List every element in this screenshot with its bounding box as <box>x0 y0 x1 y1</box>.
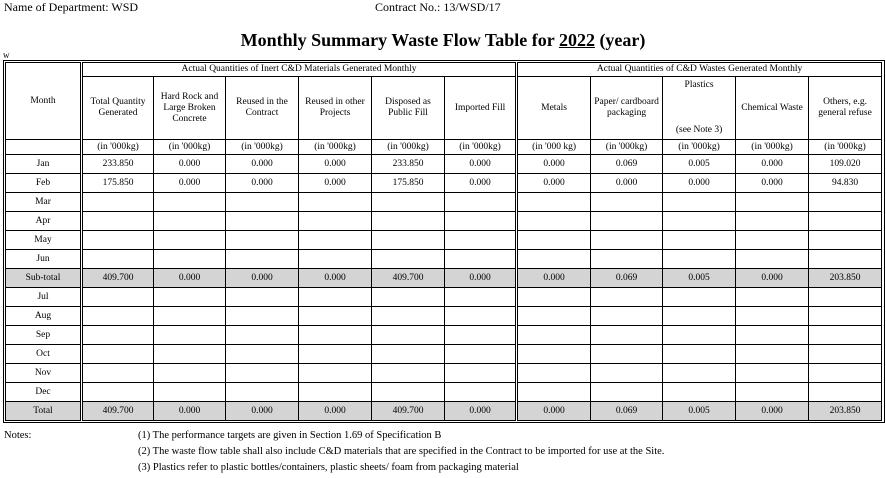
department-name: Name of Department: WSD <box>4 0 139 14</box>
value-cell: 0.000 <box>736 269 809 288</box>
month-cell: Aug <box>6 307 82 326</box>
value-cell <box>226 345 299 364</box>
column-header-2: Hard Rock and Large Broken Concrete <box>154 77 226 140</box>
value-cell <box>591 345 663 364</box>
value-cell: 0.000 <box>517 402 591 421</box>
waste-flow-table-frame <box>3 60 885 423</box>
value-cell: 233.850 <box>372 155 445 174</box>
table-row <box>6 174 882 193</box>
unit-cell: (in '000kg) <box>445 140 517 155</box>
value-cell <box>517 288 591 307</box>
table-row <box>6 307 882 326</box>
value-cell: 0.005 <box>663 155 736 174</box>
value-cell <box>154 250 226 269</box>
note-item: (1) The performance targets are given in Section 1.69 of Specification B <box>138 430 442 441</box>
value-cell <box>226 193 299 212</box>
note-item: (3) Plastics refer to plastic bottles/containers, plastic sheets/ foam from packaging material <box>138 462 519 473</box>
value-cell: 0.000 <box>445 174 517 193</box>
value-cell <box>809 307 882 326</box>
value-cell: 0.000 <box>736 174 809 193</box>
value-cell: 0.005 <box>663 402 736 421</box>
unit-cell: (in '000kg) <box>82 140 154 155</box>
value-cell <box>591 193 663 212</box>
value-cell <box>372 193 445 212</box>
value-cell <box>82 345 154 364</box>
unit-cell: (in '000kg) <box>299 140 372 155</box>
column-header-8: Paper/ cardboard packaging <box>591 77 663 140</box>
value-cell <box>445 288 517 307</box>
value-cell <box>809 231 882 250</box>
value-cell <box>299 250 372 269</box>
value-cell <box>226 288 299 307</box>
value-cell: 109.020 <box>809 155 882 174</box>
value-cell <box>154 364 226 383</box>
column-header-7: Metals <box>517 77 591 140</box>
value-cell <box>809 326 882 345</box>
value-cell <box>736 383 809 402</box>
value-cell <box>154 383 226 402</box>
value-cell: 409.700 <box>82 269 154 288</box>
value-cell: 0.000 <box>517 269 591 288</box>
value-cell: 0.000 <box>517 174 591 193</box>
value-cell <box>82 383 154 402</box>
value-cell <box>445 231 517 250</box>
value-cell <box>736 250 809 269</box>
table-row <box>6 193 882 212</box>
value-cell <box>736 326 809 345</box>
value-cell: 0.000 <box>517 155 591 174</box>
value-cell: 409.700 <box>372 269 445 288</box>
table-row <box>6 345 882 364</box>
value-cell <box>736 288 809 307</box>
value-cell: 0.000 <box>226 269 299 288</box>
unit-cell: (in '000kg) <box>809 140 882 155</box>
value-cell <box>809 345 882 364</box>
notes-label: Notes: <box>4 430 32 441</box>
value-cell: 0.000 <box>154 402 226 421</box>
value-cell <box>372 345 445 364</box>
value-cell <box>591 288 663 307</box>
value-cell <box>663 364 736 383</box>
table-row <box>6 212 882 231</box>
value-cell: 0.000 <box>445 155 517 174</box>
value-cell <box>663 212 736 231</box>
value-cell: 0.000 <box>299 155 372 174</box>
value-cell: 0.000 <box>736 402 809 421</box>
value-cell: 0.000 <box>736 155 809 174</box>
contract-number: Contract No.: 13/WSD/17 <box>375 0 501 14</box>
column-header-6: Imported Fill <box>445 77 517 140</box>
value-cell <box>517 307 591 326</box>
group-header-inert: Actual Quantities of Inert C&D Materials Generated Monthly <box>82 63 517 77</box>
unit-cell: (in '000kg) <box>591 140 663 155</box>
column-header-9 <box>663 77 736 140</box>
value-cell <box>226 212 299 231</box>
month-cell: Jul <box>6 288 82 307</box>
value-cell <box>517 326 591 345</box>
group-header-wastes: Actual Quantities of C&D Wastes Generated Monthly <box>517 63 882 77</box>
value-cell <box>445 193 517 212</box>
plastics-note-ref: (see Note 3) <box>675 125 723 135</box>
month-cell: Apr <box>6 212 82 231</box>
table-row <box>6 326 882 345</box>
value-cell <box>736 364 809 383</box>
value-cell <box>663 345 736 364</box>
value-cell <box>299 383 372 402</box>
table-row <box>6 155 882 174</box>
value-cell <box>517 193 591 212</box>
month-cell: Sub-total <box>6 269 82 288</box>
column-header-1: Total Quantity Generated <box>82 77 154 140</box>
value-cell <box>517 212 591 231</box>
value-cell <box>226 250 299 269</box>
value-cell <box>372 307 445 326</box>
month-cell: May <box>6 231 82 250</box>
note-item: (2) The waste flow table shall also include C&D materials that are specified in the Contract to be imported for use at the Site. <box>138 446 665 457</box>
value-cell <box>445 326 517 345</box>
value-cell <box>226 326 299 345</box>
value-cell <box>591 212 663 231</box>
value-cell <box>809 193 882 212</box>
month-cell: Total <box>6 402 82 421</box>
value-cell <box>663 288 736 307</box>
value-cell: 0.000 <box>299 174 372 193</box>
title-prefix: Monthly Summary Waste Flow Table for <box>240 30 559 50</box>
value-cell <box>517 383 591 402</box>
value-cell: 233.850 <box>82 155 154 174</box>
value-cell <box>82 212 154 231</box>
value-cell <box>299 307 372 326</box>
value-cell: 0.069 <box>591 269 663 288</box>
month-cell: Jun <box>6 250 82 269</box>
value-cell <box>82 250 154 269</box>
value-cell <box>663 383 736 402</box>
value-cell <box>372 326 445 345</box>
value-cell <box>82 231 154 250</box>
page-title <box>0 30 886 51</box>
value-cell: 94.830 <box>809 174 882 193</box>
table-row <box>6 364 882 383</box>
value-cell: 0.069 <box>591 402 663 421</box>
month-cell: Sep <box>6 326 82 345</box>
table-row <box>6 383 882 402</box>
value-cell <box>154 231 226 250</box>
value-cell <box>299 345 372 364</box>
value-cell: 0.000 <box>226 155 299 174</box>
column-header-5: Disposed as Public Fill <box>372 77 445 140</box>
value-cell <box>591 231 663 250</box>
waste-flow-table <box>5 62 882 421</box>
value-cell: 0.000 <box>226 174 299 193</box>
value-cell <box>591 326 663 345</box>
value-cell <box>517 345 591 364</box>
value-cell <box>154 326 226 345</box>
value-cell <box>82 307 154 326</box>
table-row <box>6 231 882 250</box>
value-cell <box>591 307 663 326</box>
value-cell: 0.000 <box>154 155 226 174</box>
column-header-10: Chemical Waste <box>736 77 809 140</box>
notes-list <box>138 430 664 478</box>
value-cell: 0.000 <box>154 174 226 193</box>
value-cell <box>736 307 809 326</box>
unit-cell: (in '000kg) <box>663 140 736 155</box>
unit-cell: (in '000kg) <box>226 140 299 155</box>
value-cell <box>809 364 882 383</box>
value-cell: 175.850 <box>82 174 154 193</box>
value-cell <box>591 250 663 269</box>
value-cell <box>226 307 299 326</box>
unit-cell: (in '000kg) <box>372 140 445 155</box>
value-cell <box>82 364 154 383</box>
column-header-4: Reused in other Projects <box>299 77 372 140</box>
month-cell: Jan <box>6 155 82 174</box>
value-cell <box>517 250 591 269</box>
value-cell <box>82 326 154 345</box>
value-cell <box>372 288 445 307</box>
value-cell <box>517 364 591 383</box>
value-cell <box>226 231 299 250</box>
value-cell <box>299 326 372 345</box>
value-cell <box>736 193 809 212</box>
value-cell <box>445 250 517 269</box>
value-cell <box>809 250 882 269</box>
unit-row-spacer <box>6 140 82 155</box>
corner-mark: w <box>3 50 10 60</box>
value-cell <box>445 364 517 383</box>
value-cell <box>154 193 226 212</box>
value-cell <box>372 212 445 231</box>
value-cell <box>299 364 372 383</box>
value-cell <box>299 231 372 250</box>
value-cell <box>154 212 226 231</box>
value-cell <box>299 212 372 231</box>
value-cell <box>445 345 517 364</box>
table-row <box>6 402 882 421</box>
value-cell <box>82 193 154 212</box>
value-cell: 0.000 <box>663 174 736 193</box>
value-cell <box>154 307 226 326</box>
value-cell <box>226 383 299 402</box>
value-cell <box>517 231 591 250</box>
title-year: 2022 <box>558 30 595 50</box>
value-cell <box>591 383 663 402</box>
value-cell: 0.000 <box>299 402 372 421</box>
column-header-3: Reused in the Contract <box>226 77 299 140</box>
month-cell: Mar <box>6 193 82 212</box>
value-cell: 409.700 <box>372 402 445 421</box>
value-cell <box>372 364 445 383</box>
value-cell: 0.000 <box>445 269 517 288</box>
value-cell: 0.000 <box>299 269 372 288</box>
value-cell <box>736 212 809 231</box>
value-cell: 0.000 <box>591 174 663 193</box>
column-header-11: Others, e.g. general refuse <box>809 77 882 140</box>
value-cell <box>663 307 736 326</box>
title-suffix: (year) <box>594 30 646 50</box>
value-cell: 0.000 <box>154 269 226 288</box>
value-cell <box>445 383 517 402</box>
value-cell <box>591 364 663 383</box>
value-cell <box>663 231 736 250</box>
value-cell <box>445 307 517 326</box>
value-cell: 0.000 <box>445 402 517 421</box>
value-cell <box>154 288 226 307</box>
value-cell: 203.850 <box>809 402 882 421</box>
table-row <box>6 269 882 288</box>
value-cell: 0.069 <box>591 155 663 174</box>
unit-cell: (in '000 kg) <box>517 140 591 155</box>
value-cell <box>809 383 882 402</box>
value-cell <box>445 212 517 231</box>
value-cell: 203.850 <box>809 269 882 288</box>
value-cell <box>154 345 226 364</box>
table-row <box>6 288 882 307</box>
value-cell <box>372 250 445 269</box>
month-cell: Feb <box>6 174 82 193</box>
value-cell <box>226 364 299 383</box>
value-cell <box>372 231 445 250</box>
value-cell <box>736 345 809 364</box>
unit-cell: (in '000kg) <box>736 140 809 155</box>
value-cell: 0.000 <box>226 402 299 421</box>
column-header-label: Plastics <box>684 80 714 90</box>
value-cell <box>663 250 736 269</box>
value-cell <box>736 231 809 250</box>
value-cell <box>663 193 736 212</box>
value-cell <box>809 212 882 231</box>
table-row <box>6 250 882 269</box>
month-cell: Nov <box>6 364 82 383</box>
month-header: Month <box>6 63 82 140</box>
value-cell <box>809 288 882 307</box>
value-cell: 409.700 <box>82 402 154 421</box>
month-cell: Oct <box>6 345 82 364</box>
value-cell <box>299 288 372 307</box>
value-cell <box>372 383 445 402</box>
value-cell <box>82 288 154 307</box>
unit-cell: (in '000kg) <box>154 140 226 155</box>
value-cell <box>663 326 736 345</box>
value-cell: 0.005 <box>663 269 736 288</box>
value-cell <box>299 193 372 212</box>
value-cell: 175.850 <box>372 174 445 193</box>
month-cell: Dec <box>6 383 82 402</box>
